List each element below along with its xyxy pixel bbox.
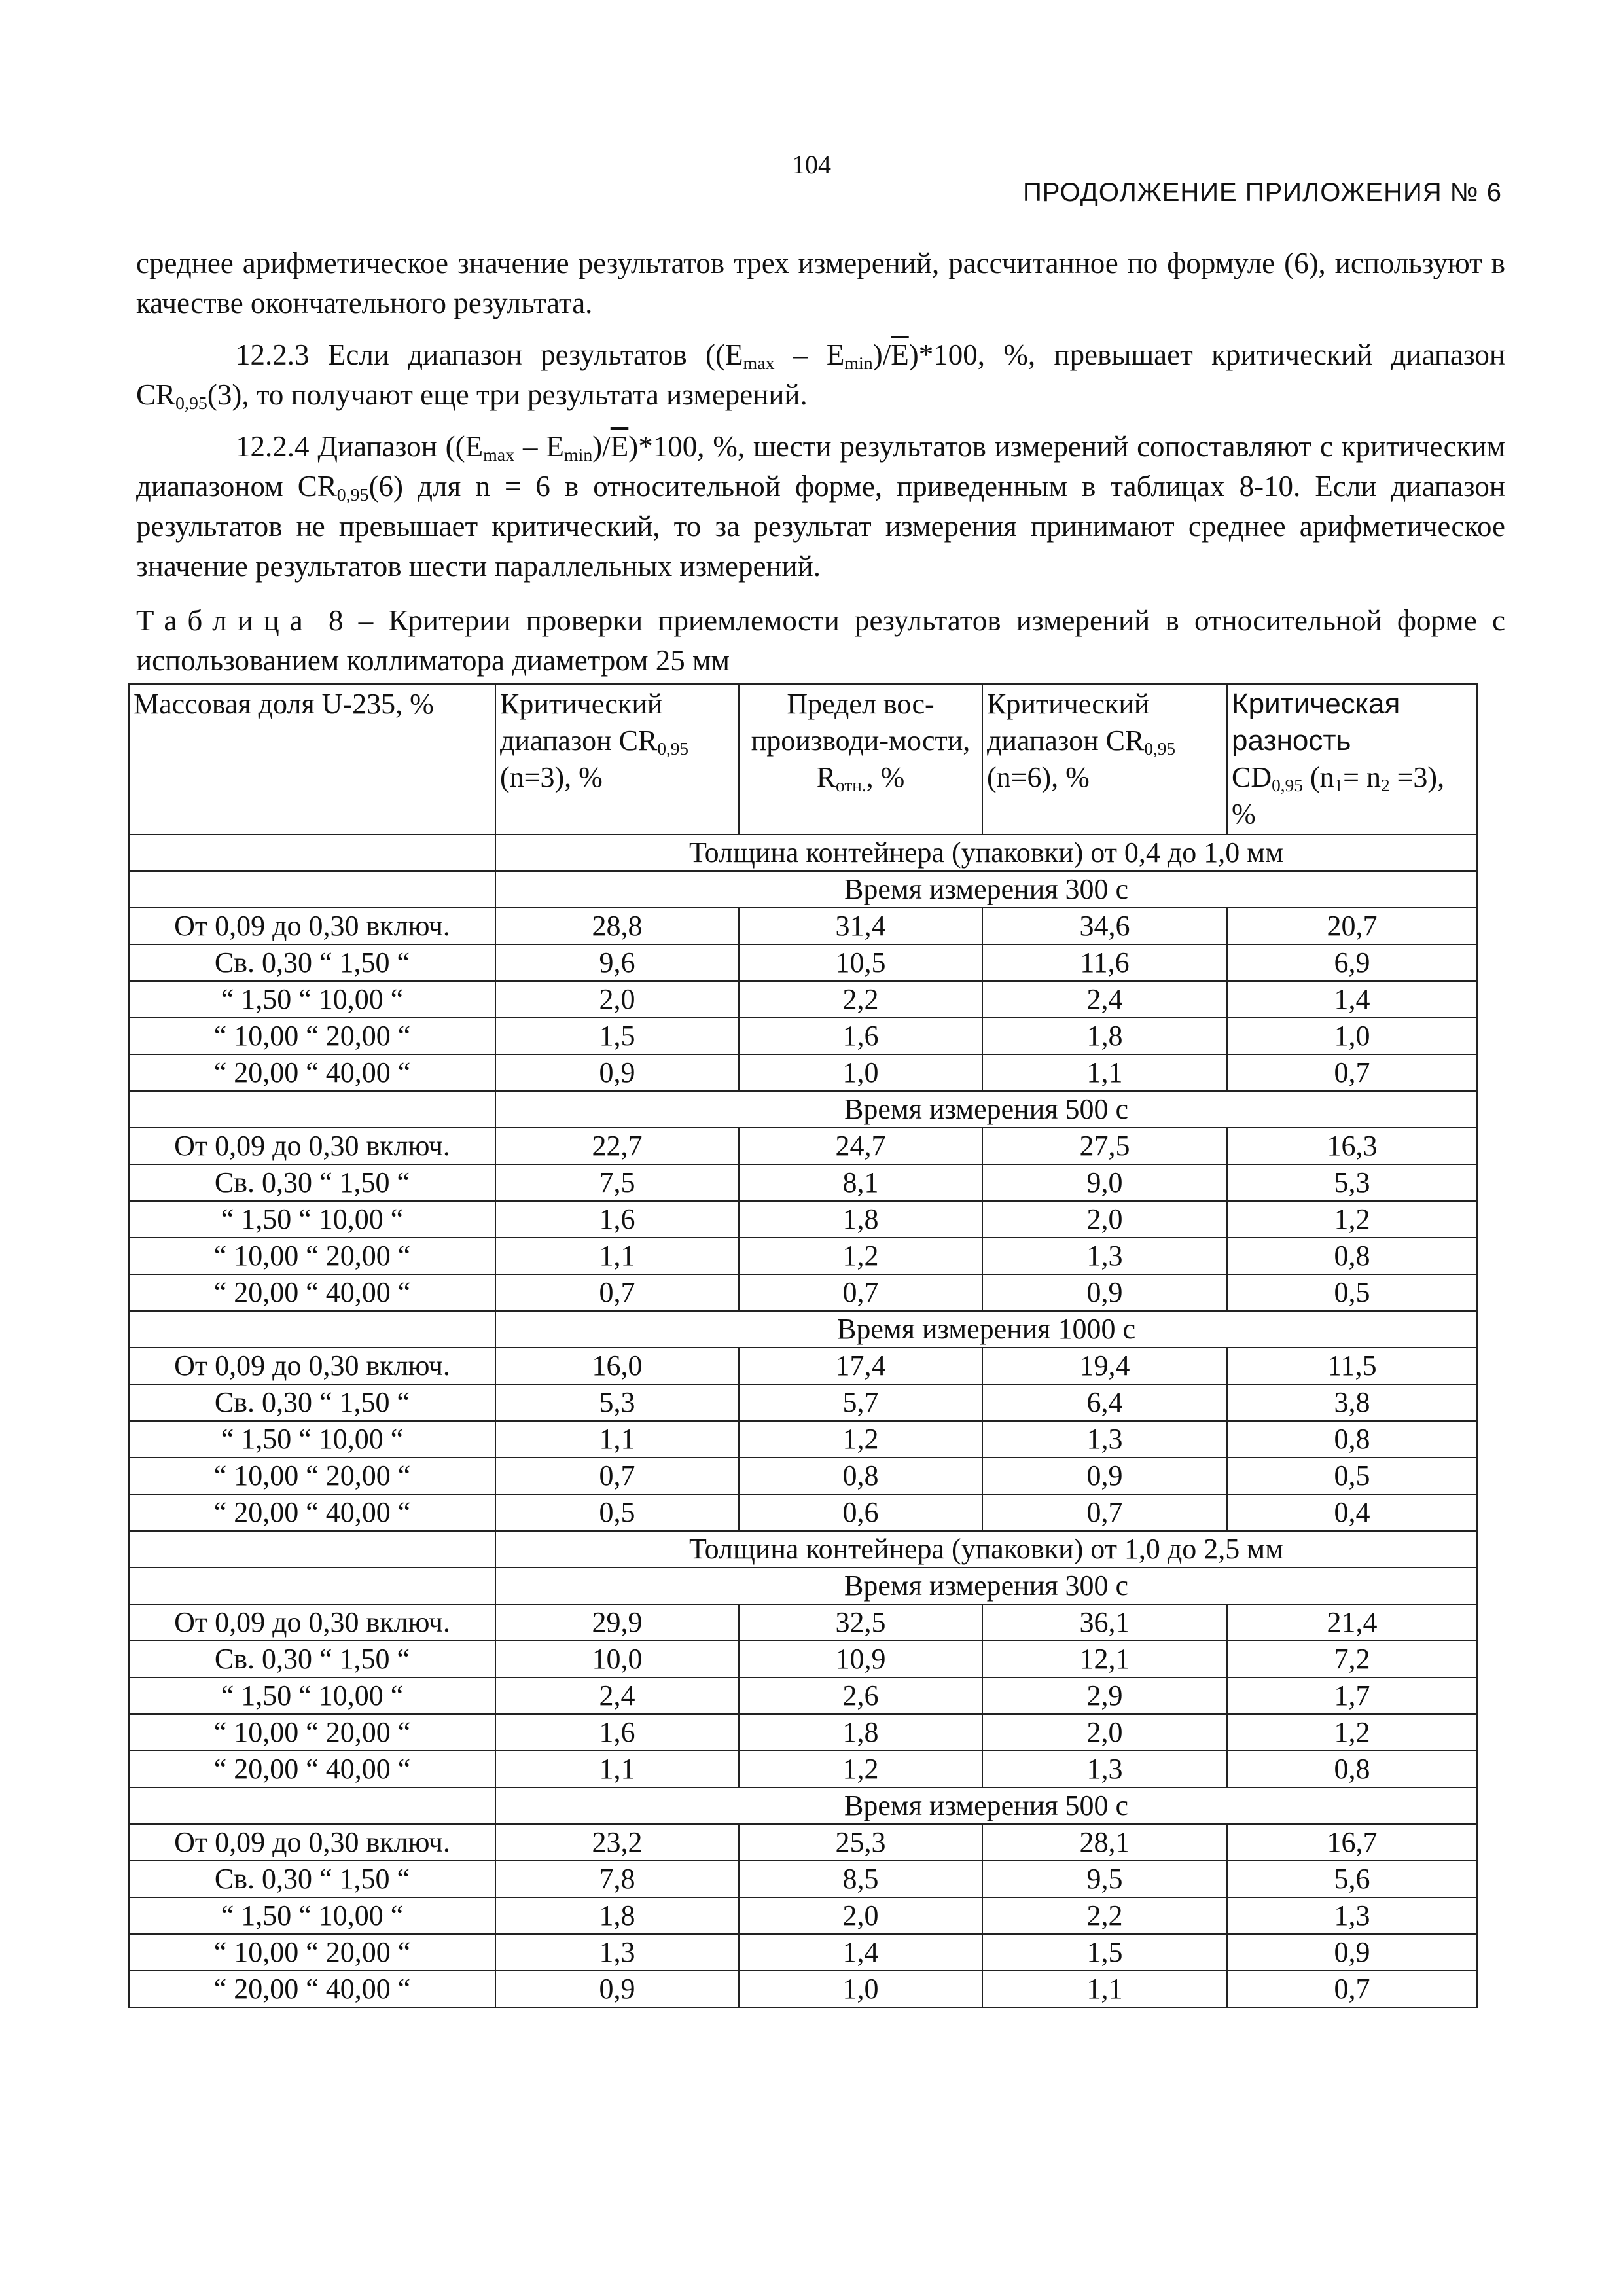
table-row <box>129 1897 1477 1934</box>
table-cell: 36,1 <box>982 1604 1227 1641</box>
table-cell: 1,2 <box>1227 1714 1477 1751</box>
table-cell: 0,7 <box>495 1274 739 1311</box>
table-cell: 0,5 <box>495 1494 739 1531</box>
table-cell: 25,3 <box>739 1824 982 1861</box>
table-cell: 0,7 <box>1227 1971 1477 2007</box>
table-cell: 1,0 <box>1227 1018 1477 1054</box>
table-cell: 23,2 <box>495 1824 739 1861</box>
table-cell: 0,9 <box>982 1458 1227 1494</box>
table-body <box>129 834 1477 2007</box>
table-cell: 5,7 <box>739 1384 982 1421</box>
table-cell: 10,5 <box>739 944 982 981</box>
criteria-table <box>128 683 1478 2008</box>
table-cell: 2,9 <box>982 1677 1227 1714</box>
table-cell: 1,0 <box>739 1054 982 1091</box>
table-row <box>129 1861 1477 1897</box>
mass-fraction-range: Св. 0,30 “ 1,50 “ <box>129 1641 495 1677</box>
empty-cell <box>129 871 495 908</box>
section-time-500-label: Время измерения 500 с <box>495 1787 1477 1824</box>
header-reproducibility: Предел вос-производи-мости, $R_{отн.}$, % <box>739 684 982 834</box>
table-row <box>129 1054 1477 1091</box>
table-row <box>129 1494 1477 1531</box>
table-cell: 7,8 <box>495 1861 739 1897</box>
table-row <box>129 1128 1477 1164</box>
mass-fraction-range: “ 1,50 “ 10,00 “ <box>129 981 495 1018</box>
empty-cell <box>129 834 495 871</box>
table-row <box>129 1274 1477 1311</box>
header-mass-fraction: Массовая доля U-235, % <box>129 684 495 834</box>
section-time-1000-label: Время измерения 1000 с <box>495 1311 1477 1348</box>
table-cell: 0,6 <box>739 1494 982 1531</box>
table-cell: 16,0 <box>495 1348 739 1384</box>
table-cell: 0,9 <box>495 1054 739 1091</box>
table-cell: 1,1 <box>495 1238 739 1274</box>
mass-fraction-range: От 0,09 до 0,30 включ. <box>129 1348 495 1384</box>
table-cell: 1,3 <box>982 1238 1227 1274</box>
mass-fraction-range: “ 10,00 “ 20,00 “ <box>129 1458 495 1494</box>
table-cell: 0,7 <box>739 1274 982 1311</box>
header-cr-n6: Критический диапазон $CR_{0,95}$ (n=6), % <box>982 684 1227 834</box>
table-cell: 7,2 <box>1227 1641 1477 1677</box>
empty-cell <box>129 1787 495 1824</box>
table-cell: 1,8 <box>495 1897 739 1934</box>
table-cell: 1,4 <box>739 1934 982 1971</box>
mass-fraction-range: От 0,09 до 0,30 включ. <box>129 908 495 944</box>
table-cell: 9,6 <box>495 944 739 981</box>
mass-fraction-range: “ 1,50 “ 10,00 “ <box>129 1201 495 1238</box>
table-cell: 0,9 <box>982 1274 1227 1311</box>
table-cell: 1,6 <box>739 1018 982 1054</box>
section-time-500-label: Время измерения 500 с <box>495 1091 1477 1128</box>
table-cell: 5,3 <box>495 1384 739 1421</box>
mass-fraction-range: От 0,09 до 0,30 включ. <box>129 1824 495 1861</box>
table-row <box>129 981 1477 1018</box>
table-cell: 2,0 <box>982 1714 1227 1751</box>
table-row <box>129 908 1477 944</box>
table-cell: 2,4 <box>982 981 1227 1018</box>
table-cell: 1,6 <box>495 1201 739 1238</box>
table-cell: 21,4 <box>1227 1604 1477 1641</box>
table-cell: 6,9 <box>1227 944 1477 981</box>
table-row <box>129 1604 1477 1641</box>
table-cell: 16,7 <box>1227 1824 1477 1861</box>
mass-fraction-range: От 0,09 до 0,30 включ. <box>129 1128 495 1164</box>
table-cell: 0,8 <box>1227 1238 1477 1274</box>
header-critical-difference: Критическая разность $CD_{0,95}$ $(n_1= n_2 =3)$, % <box>1227 684 1477 834</box>
section-time-300-label: Время измерения 300 с <box>495 1568 1477 1604</box>
table-row <box>129 1458 1477 1494</box>
table-cell: 20,7 <box>1227 908 1477 944</box>
table-cell: 0,8 <box>739 1458 982 1494</box>
table-cell: 19,4 <box>982 1348 1227 1384</box>
empty-cell <box>129 1568 495 1604</box>
mass-fraction-range: От 0,09 до 0,30 включ. <box>129 1604 495 1641</box>
table-cell: 1,1 <box>495 1751 739 1787</box>
table-row <box>129 1751 1477 1787</box>
mass-fraction-range: “ 10,00 “ 20,00 “ <box>129 1018 495 1054</box>
section-time-500 <box>129 1091 1477 1128</box>
table-cell: 1,4 <box>1227 981 1477 1018</box>
table-cell: 24,7 <box>739 1128 982 1164</box>
table-cell: 10,0 <box>495 1641 739 1677</box>
table-cell: 11,6 <box>982 944 1227 981</box>
table-cell: 28,1 <box>982 1824 1227 1861</box>
table-cell: 7,5 <box>495 1164 739 1201</box>
table-cell: 31,4 <box>739 908 982 944</box>
table-cell: 0,7 <box>1227 1054 1477 1091</box>
page-number: 104 <box>792 150 831 179</box>
table-row <box>129 1201 1477 1238</box>
mass-fraction-range: “ 20,00 “ 40,00 “ <box>129 1054 495 1091</box>
table-cell: 27,5 <box>982 1128 1227 1164</box>
table-cell: 10,9 <box>739 1641 982 1677</box>
table-cell: 1,2 <box>739 1421 982 1458</box>
table-cell: 3,8 <box>1227 1384 1477 1421</box>
table-cell: 32,5 <box>739 1604 982 1641</box>
table-row <box>129 944 1477 981</box>
table-row <box>129 1421 1477 1458</box>
table-cell: 1,1 <box>982 1971 1227 2007</box>
table-caption: Таблица 8 – Критерии проверки приемлемости результатов измерений в относительной форме с использованием коллиматора диаметром 25 мм <box>136 604 1505 677</box>
table-cell: 5,3 <box>1227 1164 1477 1201</box>
table-cell: 1,1 <box>982 1054 1227 1091</box>
empty-cell <box>129 1091 495 1128</box>
mass-fraction-range: “ 10,00 “ 20,00 “ <box>129 1714 495 1751</box>
table-cell: 5,6 <box>1227 1861 1477 1897</box>
table-cell: 1,0 <box>739 1971 982 2007</box>
table-cell: 1,3 <box>495 1934 739 1971</box>
table-cell: 1,2 <box>739 1238 982 1274</box>
table-cell: 0,9 <box>1227 1934 1477 1971</box>
mass-fraction-range: Св. 0,30 “ 1,50 “ <box>129 944 495 981</box>
table-row <box>129 1348 1477 1384</box>
table-row <box>129 1238 1477 1274</box>
mass-fraction-range: Св. 0,30 “ 1,50 “ <box>129 1861 495 1897</box>
paragraph-1: среднее арифметическое значение результатов трех измерений, рассчитанное по формуле (6), используют в качестве окончательного результата. <box>136 247 1505 319</box>
table-cell: 1,5 <box>495 1018 739 1054</box>
table-cell: 16,3 <box>1227 1128 1477 1164</box>
mass-fraction-range: “ 10,00 “ 20,00 “ <box>129 1238 495 1274</box>
table-cell: 1,2 <box>1227 1201 1477 1238</box>
table-row <box>129 1971 1477 2007</box>
table-cell: 1,3 <box>982 1751 1227 1787</box>
table-cell: 2,4 <box>495 1677 739 1714</box>
table-cell: 11,5 <box>1227 1348 1477 1384</box>
table-cell: 8,1 <box>739 1164 982 1201</box>
body-text <box>136 243 1505 598</box>
table-cell: 8,5 <box>739 1861 982 1897</box>
mass-fraction-range: “ 20,00 “ 40,00 “ <box>129 1494 495 1531</box>
mass-fraction-range: “ 20,00 “ 40,00 “ <box>129 1971 495 2007</box>
table-cell: 34,6 <box>982 908 1227 944</box>
mass-fraction-range: “ 10,00 “ 20,00 “ <box>129 1934 495 1971</box>
paragraph-12-2-3: 12.2.3 Если диапазон результатов $((E_{max} - E_{min})/\overline{E})*100$, %, превышает критический диапазон $CR_{0,95}(3)$, то получают еще три результата измерений. <box>136 338 1505 414</box>
table-cell: 2,0 <box>495 981 739 1018</box>
table-cell: 1,8 <box>739 1714 982 1751</box>
table-cell: 0,7 <box>495 1458 739 1494</box>
mass-fraction-range: Св. 0,30 “ 1,50 “ <box>129 1164 495 1201</box>
table-cell: 0,5 <box>1227 1458 1477 1494</box>
table-row <box>129 1641 1477 1677</box>
table-cell: 2,2 <box>982 1897 1227 1934</box>
mass-fraction-range: “ 20,00 “ 40,00 “ <box>129 1274 495 1311</box>
table-row <box>129 1164 1477 1201</box>
section-thickness-2 <box>129 1531 1477 1568</box>
table-cell: 1,3 <box>1227 1897 1477 1934</box>
table-cell: 1,3 <box>982 1421 1227 1458</box>
section-time-300 <box>129 871 1477 908</box>
section-thickness-2-label: Толщина контейнера (упаковки) от 1,0 до 2,5 мм <box>495 1531 1477 1568</box>
table-cell: 1,5 <box>982 1934 1227 1971</box>
table-header-row <box>129 684 1477 834</box>
table-cell: 0,7 <box>982 1494 1227 1531</box>
table-cell: 0,8 <box>1227 1751 1477 1787</box>
table-cell: 2,2 <box>739 981 982 1018</box>
table-cell: 0,5 <box>1227 1274 1477 1311</box>
table-cell: 1,8 <box>982 1018 1227 1054</box>
table-cell: 2,0 <box>739 1897 982 1934</box>
table-cell: 28,8 <box>495 908 739 944</box>
mass-fraction-range: “ 1,50 “ 10,00 “ <box>129 1897 495 1934</box>
table-cell: 17,4 <box>739 1348 982 1384</box>
table-cell: 1,8 <box>739 1201 982 1238</box>
section-time-500 <box>129 1787 1477 1824</box>
table-cell: 6,4 <box>982 1384 1227 1421</box>
table-cell: 0,4 <box>1227 1494 1477 1531</box>
empty-cell <box>129 1311 495 1348</box>
appendix-heading: ПРОДОЛЖЕНИЕ ПРИЛОЖЕНИЯ № 6 <box>1022 178 1502 207</box>
table-cell: 9,5 <box>982 1861 1227 1897</box>
table-cell: 1,1 <box>495 1421 739 1458</box>
section-thickness-1-label: Толщина контейнера (упаковки) от 0,4 до 1,0 мм <box>495 834 1477 871</box>
table-cell: 0,9 <box>495 1971 739 2007</box>
table-cell: 1,6 <box>495 1714 739 1751</box>
paragraph-12-2-4: 12.2.4 Диапазон $((E_{max} - E_{min})/\overline{E})*100$, %, шести результатов измерений сопоставляют с критическим диапазоном $CR_{0,95}(6)$ для n = 6 в относительной форме, приведенным в таблицах 8-10. Если диапазон результатов не превышает критический, то за результат измерения принимают среднее арифметическое значение результатов шести параллельных измерений. <box>136 430 1505 583</box>
mass-fraction-range: “ 20,00 “ 40,00 “ <box>129 1751 495 1787</box>
section-thickness-1 <box>129 834 1477 871</box>
table-cell: 1,7 <box>1227 1677 1477 1714</box>
table-row <box>129 1934 1477 1971</box>
table-cell: 2,6 <box>739 1677 982 1714</box>
table-row <box>129 1714 1477 1751</box>
table-cell: 1,2 <box>739 1751 982 1787</box>
mass-fraction-range: Св. 0,30 “ 1,50 “ <box>129 1384 495 1421</box>
mass-fraction-range: “ 1,50 “ 10,00 “ <box>129 1677 495 1714</box>
table-row <box>129 1677 1477 1714</box>
table-row <box>129 1824 1477 1861</box>
table-cell: 29,9 <box>495 1604 739 1641</box>
table-row <box>129 1384 1477 1421</box>
table-cell: 12,1 <box>982 1641 1227 1677</box>
empty-cell <box>129 1531 495 1568</box>
section-time-1000 <box>129 1311 1477 1348</box>
section-time-300 <box>129 1568 1477 1604</box>
table-cell: 22,7 <box>495 1128 739 1164</box>
header-cr-n3: Критический диапазон $CR_{0,95}$ (n=3), % <box>495 684 739 834</box>
mass-fraction-range: “ 1,50 “ 10,00 “ <box>129 1421 495 1458</box>
table-cell: 9,0 <box>982 1164 1227 1201</box>
table-cell: 0,8 <box>1227 1421 1477 1458</box>
table-row <box>129 1018 1477 1054</box>
table-cell: 2,0 <box>982 1201 1227 1238</box>
section-time-300-label: Время измерения 300 с <box>495 871 1477 908</box>
